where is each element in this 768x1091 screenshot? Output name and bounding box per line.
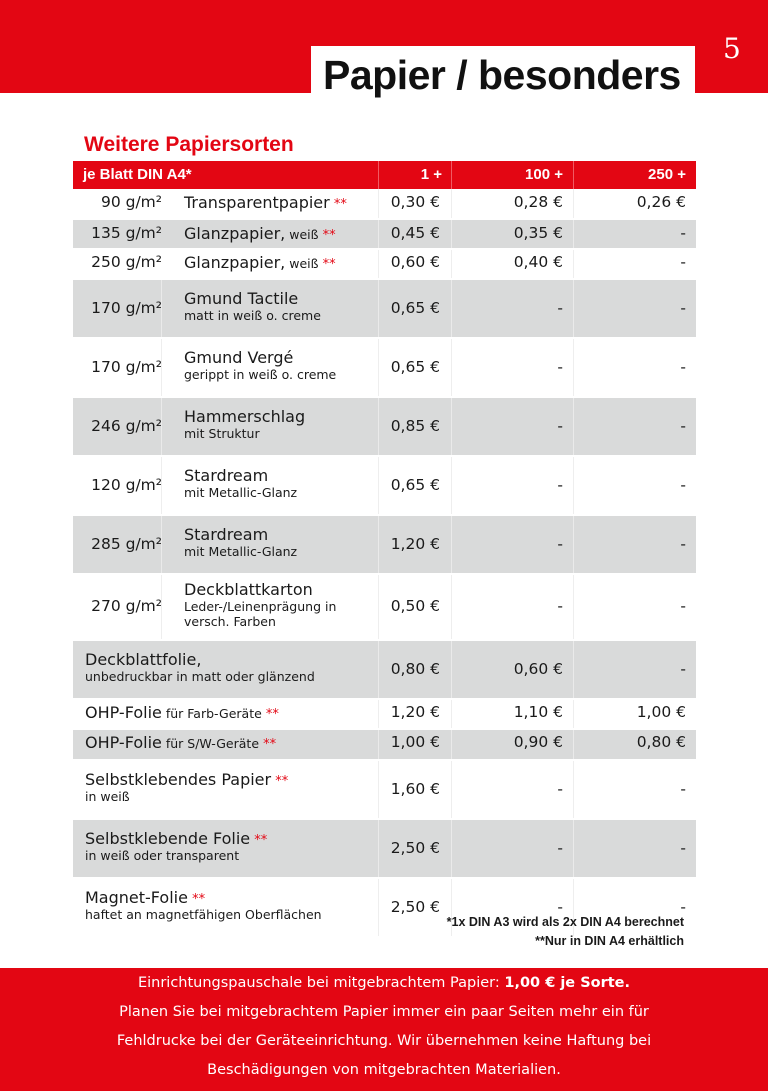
column-divider [378,161,379,189]
paper-name-main: Gmund Tactile [184,289,299,308]
price-qty-1: 0,80 € [390,659,440,678]
column-divider [573,280,574,337]
column-divider [451,820,452,877]
column-divider [573,339,574,396]
column-divider [451,516,452,573]
table-row [73,516,696,575]
column-divider [573,398,574,455]
column-divider [573,730,574,759]
column-divider [451,730,452,759]
price-qty-100: - [557,597,563,615]
price-table [73,161,696,938]
table-row [73,761,696,820]
price-qty-1: 2,50 € [390,838,440,857]
paper-weight: 250 g/m² [91,253,162,271]
price-qty-100: - [557,298,563,317]
price-qty-1: 1,20 € [390,534,440,553]
price-qty-1: 0,50 € [390,597,440,615]
a4-only-marker: ** [318,228,336,243]
footer-line-1-text: Einrichtungspauschale bei mitgebrachtem Papier: [137,975,505,991]
table-row [73,339,696,398]
column-divider [451,339,452,396]
footer-line-4: Beschädigungen von mitgebrachten Materialien. [207,1062,561,1078]
price-qty-250: - [680,416,686,435]
table-row [73,820,696,879]
table-row [73,189,696,220]
paper-description: in weiß [85,789,130,804]
paper-name [184,289,321,323]
column-divider [573,700,574,728]
title-box [311,46,695,104]
price-qty-250: - [680,475,686,494]
paper-description: gerippt in weiß o. creme [184,367,337,382]
paper-name-main: Transparentpapier ** [184,193,347,212]
column-divider [451,220,452,248]
column-divider [378,761,379,818]
footer-line-2: Planen Sie bei mitgebrachtem Papier immer ein paar Seiten mehr ein für [119,1004,649,1020]
paper-weight: 170 g/m² [91,298,162,317]
paper-name-main: Glanzpapier, weiß ** [184,253,336,272]
table-row [73,250,696,280]
table-row [73,398,696,457]
header-qty-250: 250 + [648,166,686,183]
column-divider [451,457,452,514]
column-divider [378,280,379,337]
paper-weight: 270 g/m² [91,597,162,615]
paper-name [184,253,336,272]
column-divider [378,730,379,759]
paper-name-main: Selbstklebende Folie ** [85,829,268,848]
price-qty-250: - [680,298,686,317]
setup-fee: 1,00 € je Sorte. [504,975,631,991]
column-divider [378,220,379,248]
price-qty-250: 0,26 € [636,193,686,211]
paper-name [184,580,336,629]
paper-name-main: Gmund Vergé [184,348,294,367]
page-title: Papier / besonders [323,52,681,98]
price-qty-1: 1,20 € [390,703,440,721]
column-divider [451,761,452,818]
price-qty-100: 0,28 € [513,193,563,211]
price-qty-1: 0,85 € [390,416,440,435]
table-row [73,575,696,641]
paper-description: mit Metallic-Glanz [184,485,298,500]
paper-description: in weiß oder transparent [85,848,240,863]
a4-only-marker: ** [329,197,347,212]
paper-variant: für Farb-Geräte [161,706,262,721]
price-qty-100: - [557,838,563,857]
price-qty-1: 0,45 € [390,224,440,242]
price-qty-1: 0,65 € [390,298,440,317]
price-qty-100: - [557,475,563,494]
column-divider [378,575,379,639]
price-qty-250: - [680,659,686,678]
table-row [73,220,696,250]
column-divider [451,161,452,189]
price-qty-250: 1,00 € [636,703,686,721]
column-divider [573,250,574,278]
price-qty-1: 0,65 € [390,475,440,494]
column-divider [573,189,574,218]
paper-weight: 90 g/m² [100,193,162,211]
price-qty-250: - [680,357,686,376]
column-divider [378,820,379,877]
price-qty-250: - [680,779,686,798]
paper-weight: 135 g/m² [91,224,162,242]
price-qty-100: - [557,897,563,916]
column-divider [378,398,379,455]
price-qty-1: 2,50 € [390,897,440,916]
column-divider [573,641,574,698]
table-row [73,457,696,516]
price-qty-100: - [557,357,563,376]
section-title: Weitere Papiersorten [84,133,294,156]
column-divider [451,280,452,337]
paper-name-main: Stardream [184,525,269,544]
price-qty-1: 0,65 € [390,357,440,376]
paper-description: haftet an magnetfähigen Oberflächen [85,907,322,922]
column-divider [451,700,452,728]
a4-only-marker: ** [261,707,279,722]
table-body [73,189,696,938]
column-divider [573,516,574,573]
column-divider [451,641,452,698]
column-divider [378,516,379,573]
footer-line-1 [0,969,768,998]
paper-name [184,193,347,212]
price-qty-1: 0,30 € [390,193,440,211]
paper-variant: weiß [285,256,319,271]
paper-name [184,525,297,559]
paper-name-main: Deckblattfolie, [85,650,202,669]
column-divider [378,457,379,514]
column-divider [573,761,574,818]
price-qty-100: - [557,779,563,798]
price-qty-100: 0,60 € [513,659,563,678]
paper-name [85,650,315,684]
price-qty-100: 1,10 € [513,703,563,721]
footnotes [447,913,684,951]
footnote-a3: *1x DIN A3 wird als 2x DIN A4 berechnet [446,915,684,929]
price-qty-250: - [680,838,686,857]
paper-name [184,466,297,500]
column-divider [378,879,379,936]
paper-variant: weiß [285,227,319,242]
paper-weight: 170 g/m² [91,357,162,376]
price-qty-250: - [680,597,686,615]
paper-name-main: Deckblattkarton [184,580,313,599]
paper-description: versch. Farben [184,614,276,629]
paper-name [184,348,336,382]
paper-description: unbedruckbar in matt oder glänzend [85,669,315,684]
column-divider [451,189,452,218]
paper-name [184,407,305,441]
column-divider [451,250,452,278]
price-qty-1: 1,60 € [390,779,440,798]
price-qty-1: 1,00 € [390,733,440,751]
header-qty-100: 100 + [525,166,563,183]
column-divider [573,575,574,639]
price-qty-100: - [557,416,563,435]
a4-only-marker: ** [271,774,289,789]
price-qty-250: - [680,253,686,271]
paper-variant: für S/W-Geräte [161,736,260,751]
paper-description: Leder-/Leinenprägung in [184,599,337,614]
price-qty-250: - [680,534,686,553]
paper-name [85,703,279,722]
paper-description: mit Metallic-Glanz [184,544,298,559]
paper-name [85,733,276,752]
paper-name-main: Selbstklebendes Papier ** [85,770,289,789]
table-row [73,280,696,339]
paper-weight: 285 g/m² [91,534,162,553]
header-qty-1: 1 + [420,166,442,183]
column-divider [573,820,574,877]
price-qty-100: 0,90 € [513,733,563,751]
footnote-a4-only: **Nur in DIN A4 erhältlich [535,934,684,948]
a4-only-marker: ** [187,892,206,907]
paper-name-main: Glanzpapier, weiß ** [184,224,336,243]
paper-name [85,888,322,922]
column-divider [573,161,574,189]
price-qty-250: - [680,897,686,916]
table-row [73,700,696,730]
column-divider [573,220,574,248]
column-divider [378,250,379,278]
paper-name [184,224,336,243]
column-divider [378,189,379,218]
price-qty-100: 0,40 € [513,253,563,271]
paper-weight: 246 g/m² [91,416,162,435]
page-number: 5 [723,32,741,65]
header-label: je Blatt DIN A4* [83,166,192,183]
column-divider [378,641,379,698]
price-qty-1: 0,60 € [390,253,440,271]
column-divider [451,575,452,639]
column-divider [451,398,452,455]
column-divider [378,339,379,396]
price-qty-250: 0,80 € [636,733,686,751]
column-divider [573,457,574,514]
paper-description: matt in weiß o. creme [184,308,321,323]
paper-name-main: Stardream [184,466,269,485]
footer-line-3: Fehldrucke bei der Geräteeinrichtung. Wir übernehmen keine Haftung bei [116,1033,652,1049]
paper-name-main: OHP-Folie für S/W-Geräte ** [85,733,277,752]
paper-name [85,770,288,804]
paper-name [85,829,267,863]
price-qty-100: 0,35 € [513,224,563,242]
price-qty-100: - [557,534,563,553]
paper-weight: 120 g/m² [91,475,162,494]
price-qty-250: - [680,224,686,242]
a4-only-marker: ** [259,737,277,752]
a4-only-marker: ** [318,257,336,272]
column-divider [378,700,379,728]
table-row [73,641,696,700]
table-row [73,730,696,761]
footer-notice [0,968,768,1091]
paper-description: mit Struktur [184,426,260,441]
paper-name-main: Magnet-Folie ** [85,888,206,907]
a4-only-marker: ** [250,833,268,848]
paper-name-main: Hammerschlag [184,407,306,426]
paper-name-main: OHP-Folie für Farb-Geräte ** [85,703,279,722]
table-header [73,161,696,189]
